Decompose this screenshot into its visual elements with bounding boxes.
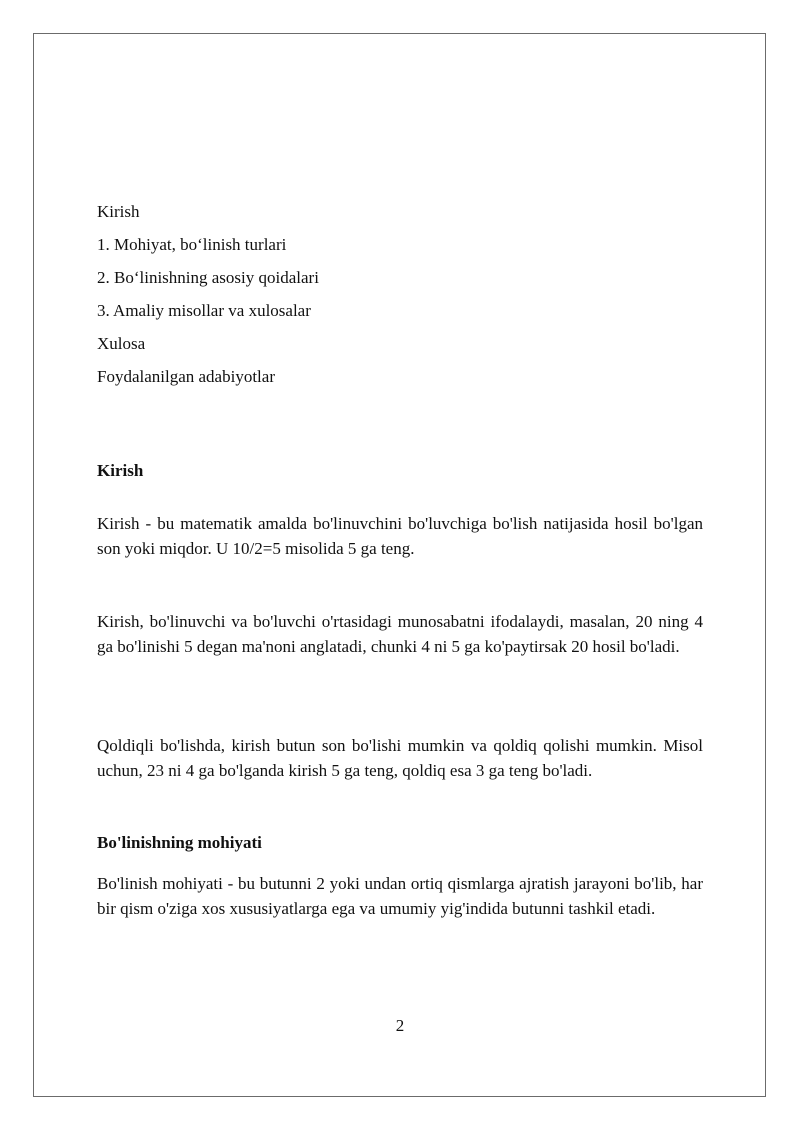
section-heading-essence: Bo'linishning mohiyati [97,833,262,852]
paragraph-2: Kirish, bo'linuvchi va bo'luvchi o'rtasidagi munosabatni ifodalaydi, masalan, 20 ning 4 ga bo'linishi 5 degan ma'noni anglatadi, chunki 4 ni 5 ga ko'paytirsak 20 hosil bo'ladi. [97,612,703,656]
toc-item-3: 3. Amaliy misollar va xulosalar [97,301,311,320]
page-number: 2 [395,1016,405,1035]
paragraph-4: Bo'linish mohiyati - bu butunni 2 yoki undan ortiq qismlarga ajratish jarayoni bo'lib, har bir qism o'ziga xos xususiyatlarga ega va umumiy yig'indida butunni tashkil etadi. [97,874,703,918]
toc-item-intro: Kirish [97,202,140,221]
table-of-contents [97,200,703,398]
section-heading-intro: Kirish [97,461,144,480]
page-border [33,33,766,1097]
toc-item-references: Foydalanilgan adabiyotlar [97,367,275,386]
toc-item-conclusion: Xulosa [97,334,146,353]
toc-item-2: 2. Bo‘linishning asosiy qoidalari [97,268,319,287]
toc-item-1: 1. Mohiyat, bo‘linish turlari [97,235,287,254]
paragraph-3: Qoldiqli bo'lishda, kirish butun son bo'lishi mumkin va qoldiq qolishi mumkin. Misol uchun, 23 ni 4 ga bo'lganda kirish 5 ga teng, qoldiq esa 3 ga teng bo'ladi. [97,736,703,780]
paragraph-1: Kirish - bu matematik amalda bo'linuvchini bo'luvchiga bo'lish natijasida hosil bo'lgan son yoki miqdor. U 10/2=5 misolida 5 ga teng. [97,514,703,558]
